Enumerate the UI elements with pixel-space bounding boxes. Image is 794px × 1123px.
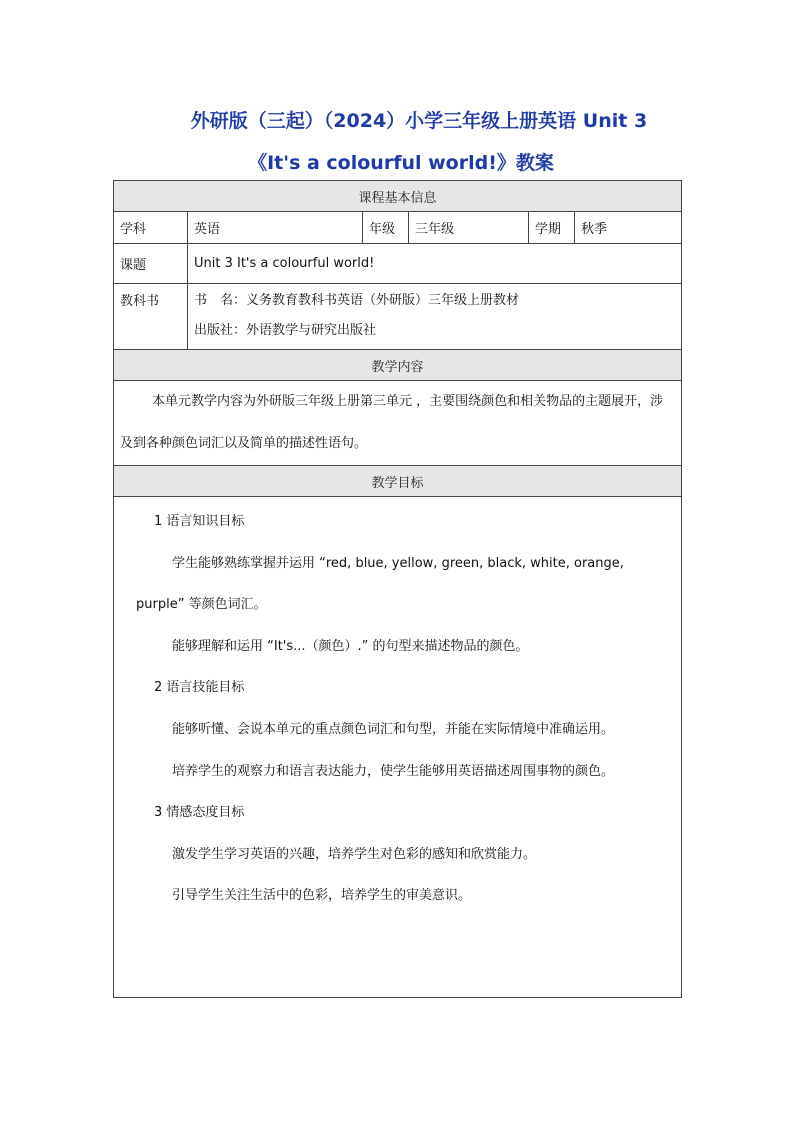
- goals-cell: [114, 497, 682, 998]
- grade-value: 三年级: [409, 212, 529, 244]
- goal-item: 引导学生关注生活中的色彩，培养学生的审美意识。: [172, 888, 472, 904]
- goals-header: 教学目标: [114, 466, 682, 497]
- goal-item: 学生能够熟练掌握并运用 “red, blue, yellow, green, black, white, orange, purple” 等颜色词汇。: [136, 555, 624, 613]
- goal-item: 培养学生的观察力和语言表达能力，使学生能够用英语描述周围事物的颜色。: [172, 763, 615, 779]
- goal-item: 激发学生学习英语的兴趣，培养学生对色彩的感知和欣赏能力。: [172, 846, 537, 862]
- textbook-info: [188, 284, 682, 350]
- grade-label: 年级: [363, 212, 409, 244]
- goal-item: 能够理解和运用 “It's...（颜色）.” 的句型来描述物品的颜色。: [172, 638, 529, 654]
- goal-item: 能够听懂、会说本单元的重点颜色词汇和句型，并能在实际情境中准确运用。: [172, 721, 615, 737]
- basic-info-header: 课程基本信息: [114, 181, 682, 212]
- goal-heading-3: 3 情感态度目标: [154, 805, 245, 821]
- lesson-plan-table: [113, 180, 682, 998]
- subject-value: 英语: [188, 212, 363, 244]
- subject-label: 学科: [114, 212, 188, 244]
- term-value: 秋季: [575, 212, 682, 244]
- topic-label: 课题: [114, 244, 188, 284]
- doc-title-line-1: 外研版（三起）（2024）小学三年级上册英语 Unit 3: [190, 110, 648, 132]
- topic-value: Unit 3 It's a colourful world!: [188, 244, 682, 284]
- content-cell: [114, 381, 682, 466]
- goal-heading-2: 2 语言技能目标: [154, 680, 245, 696]
- content-header: 教学内容: [114, 350, 682, 381]
- goal-heading-1: 1 语言知识目标: [154, 514, 245, 529]
- content-text: 本单元教学内容为外研版三年级上册第三单元 ，主要围绕颜色和相关物品的主题展开，涉及到各种颜色词汇以及简单的描述性语句。: [120, 394, 664, 451]
- textbook-name: 书 名：义务教育教科书英语（外研版）三年级上册教材: [194, 293, 520, 308]
- doc-title-line-2: 《It's a colourful world!》教案: [248, 152, 554, 174]
- term-label: 学期: [529, 212, 575, 244]
- textbook-label: 教科书: [114, 284, 188, 350]
- textbook-publisher: 出版社：外语教学与研究出版社: [194, 323, 377, 338]
